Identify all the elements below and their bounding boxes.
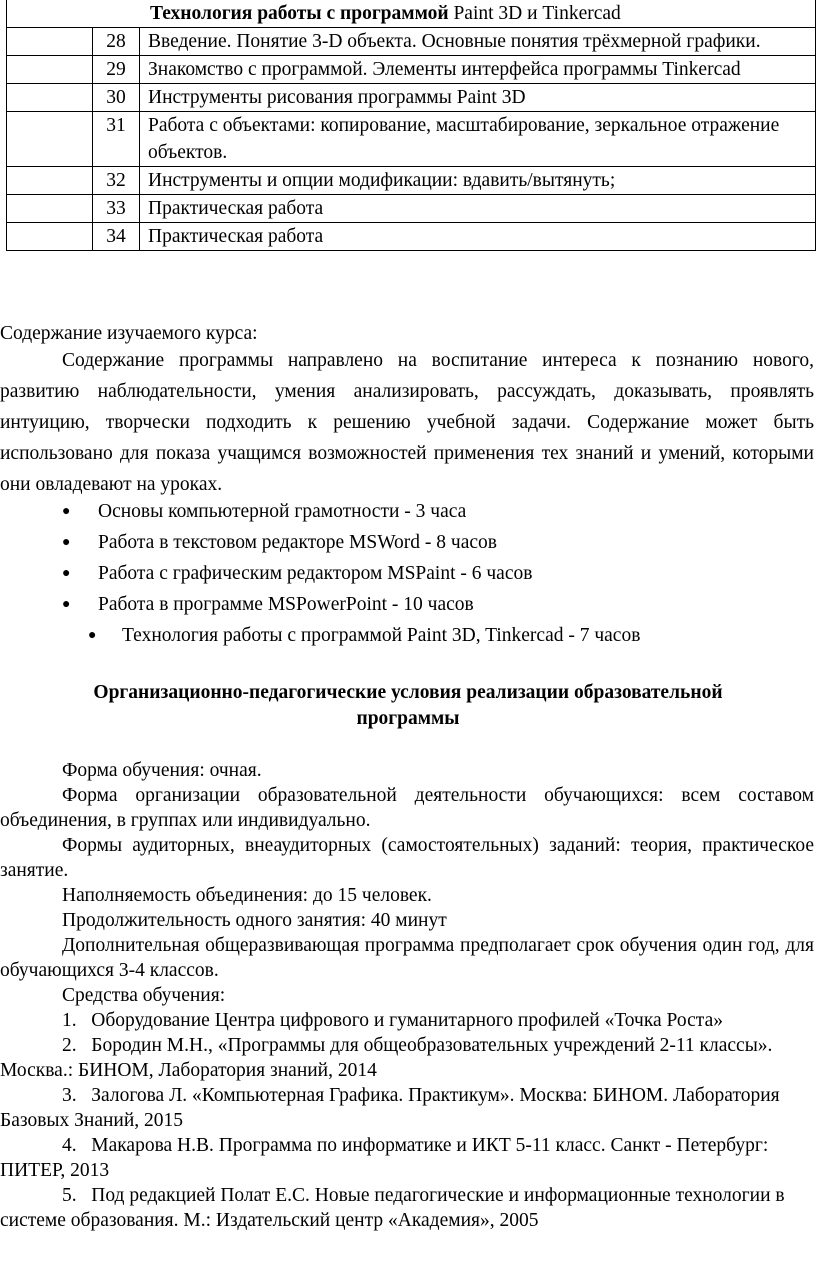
course-topics-list [62, 496, 640, 651]
list-item: ● Технология работы с программой Paint 3D, Tinkercad - 7 часов [88, 625, 641, 646]
list-item: ● Работа в программе MSPowerPoint - 10 часов [62, 594, 474, 615]
means-item: 5. Под редакцией Полат Е.С. Новые педагогические и информационные технологии в системе образования. М.: Издательский центр «Академия», 2005 [0, 1185, 785, 1231]
table-row [7, 195, 816, 223]
table-row [7, 56, 816, 84]
lesson-topic: Знакомство с программой. Элементы интерфейса программы Tinkercad [140, 56, 816, 84]
table-row [7, 28, 816, 56]
table-title-bold: Технология работы с программой [150, 3, 449, 24]
lesson-number: 31 [93, 112, 140, 167]
means-item: 2. Бородин М.Н., «Программы для общеобразовательных учреждений 2-11 классы». Москва.: БИНОМ, Лаборатория знаний, 2014 [0, 1035, 773, 1081]
list-item: ● Основы компьютерной грамотности - 3 часа [62, 501, 467, 522]
means-item: 3. Залогова Л. «Компьютерная Графика. Практикум». Москва: БИНОМ. Лаборатория Базовых Знаний, 2015 [0, 1085, 780, 1131]
lesson-topic: Практическая работа [140, 223, 816, 251]
means-item: 4. Макарова Н.В. Программа по информатике и ИКТ 5-11 класс. Санкт - Петербург: ПИТЕР, 2013 [0, 1135, 769, 1181]
group-capacity: Наполняемость объединения: до 15 человек. [62, 885, 432, 906]
organization-form: Форма организации образовательной деятельности обучающихся: всем составом объединения, в группах или индивидуально. [0, 785, 814, 831]
lesson-number: 28 [93, 28, 140, 56]
lesson-number: 29 [93, 56, 140, 84]
lesson-topic: Инструменты и опции модификации: вдавить/вытянуть; [140, 167, 816, 195]
course-content-label: Содержание изучаемого курса: [0, 323, 258, 344]
list-item: ● Работа с графическим редактором MSPaint - 6 часов [62, 563, 533, 584]
means-label: Средства обучения: [62, 985, 226, 1006]
table-row [7, 223, 816, 251]
means-item: 1. Оборудование Центра цифрового и гуманитарного профилей «Точка Роста» [62, 1010, 723, 1031]
class-forms: Формы аудиторных, внеаудиторных (самостоятельных) заданий: теория, практическое занятие. [0, 835, 814, 881]
table-header-row [7, 0, 816, 28]
table-row [7, 112, 816, 167]
table-title-rest: Paint 3D и Tinkercad [453, 3, 621, 24]
study-form: Форма обучения: очная. [62, 760, 262, 781]
lesson-topic: Введение. Понятие 3-D объекта. Основные понятия трёхмерной графики. [140, 28, 816, 56]
section-heading: Организационно-педагогические условия реализации образовательной программы [93, 682, 723, 729]
list-item: ● Работа в текстовом редакторе MSWord - 8 часов [62, 532, 497, 553]
table-row [7, 167, 816, 195]
lesson-number: 33 [93, 195, 140, 223]
lesson-topic: Практическая работа [140, 195, 816, 223]
table-title [7, 0, 816, 28]
lesson-number: 30 [93, 84, 140, 112]
study-term: Дополнительная общеразвивающая программа предполагает срок обучения один год, для обучающихся 3-4 классов. [0, 935, 814, 981]
lesson-number: 32 [93, 167, 140, 195]
lesson-number: 34 [93, 223, 140, 251]
table-row [7, 84, 816, 112]
lesson-plan-table [6, 0, 816, 251]
lesson-topic: Инструменты рисования программы Paint 3D [140, 84, 816, 112]
lesson-duration: Продолжительность одного занятия: 40 минут [62, 910, 447, 931]
course-content-paragraph: Содержание программы направлено на воспитание интереса к познанию нового, развитию наблюдательности, умения анализировать, рассуждать, доказывать, проявлять интуицию, творчески подходить к решению учебной задачи. Содержание может быть использовано для показа учащимся возможностей применения тех знаний и умений, которыми они овладевают на уроках. [0, 350, 814, 495]
lesson-topic: Работа с объектами: копирование, масштабирование, зеркальное отражение объектов. [140, 112, 816, 167]
conditions-block [0, 758, 814, 1233]
